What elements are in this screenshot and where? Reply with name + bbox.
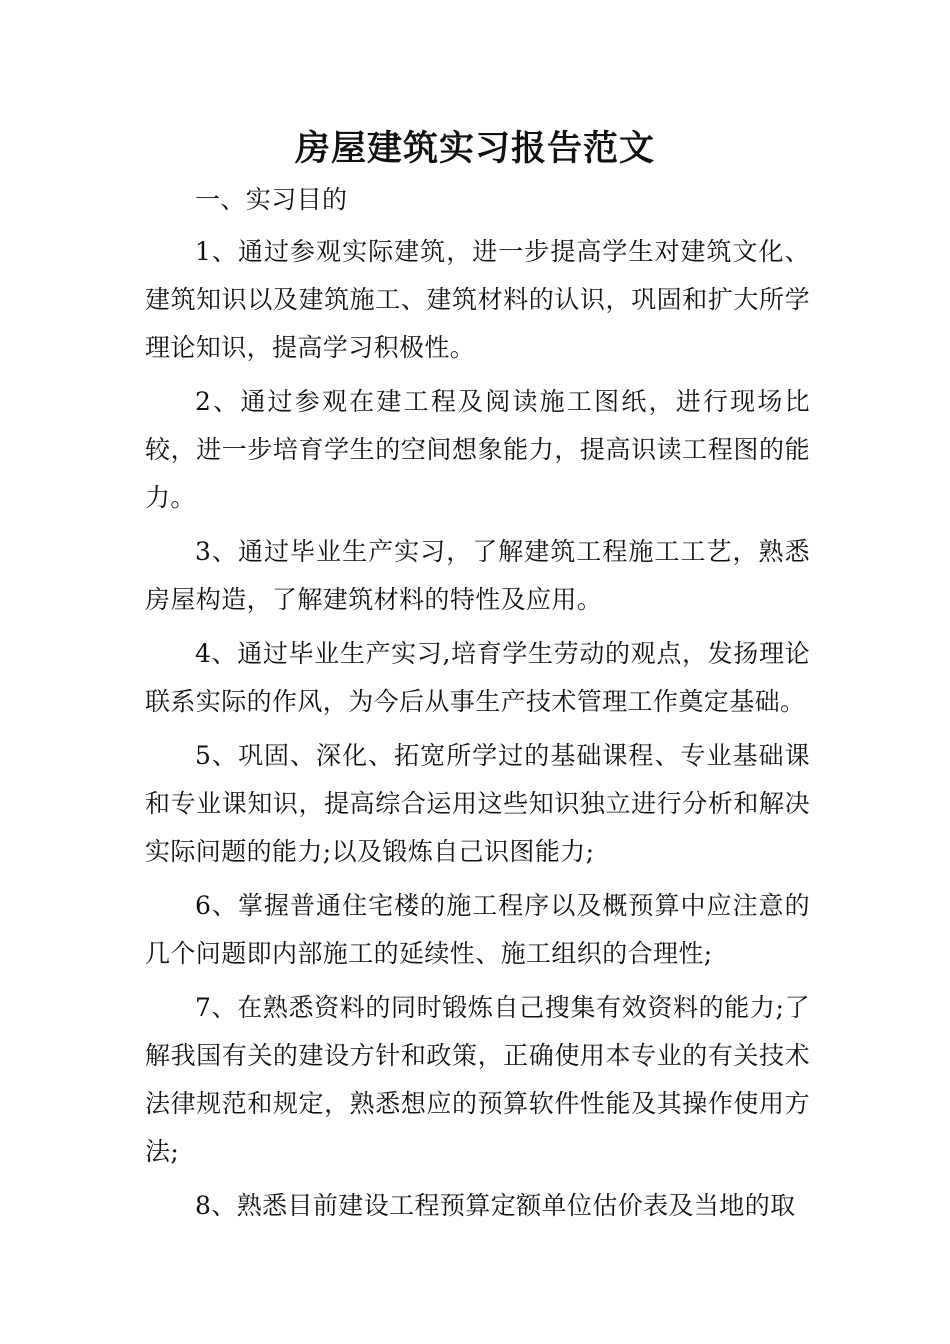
document-body — [145, 176, 810, 1230]
section-heading: 一、实习目的 — [195, 185, 348, 214]
document-title: 房屋建筑实习报告范文 — [294, 129, 655, 169]
paragraph-2: 2、通过参观在建工程及阅读施工图纸，进行现场比较，进一步培育学生的空间想象能力，提高识读工程图的能力。 — [145, 387, 810, 512]
paragraph-6: 6、掌握普通住宅楼的施工程序以及概预算中应注意的几个问题即内部施工的延续性、施工组织的合理性; — [145, 891, 810, 968]
paragraph-4: 4、通过毕业生产实习,培育学生劳动的观点，发扬理论联系实际的作风，为今后从事生产技术管理工作奠定基础。 — [145, 639, 810, 716]
paragraph-5: 5、巩固、深化、拓宽所学过的基础课程、专业基础课和专业课知识，提高综合运用这些知识独立进行分析和解决实际问题的能力;以及锻炼自己识图能力; — [145, 741, 810, 866]
paragraph-1: 1、通过参观实际建筑，进一步提高学生对建筑文化、建筑知识以及建筑施工、建筑材料的认识，巩固和扩大所学理论知识，提高学习积极性。 — [145, 237, 810, 362]
paragraph-7: 7、在熟悉资料的同时锻炼自己搜集有效资料的能力;了解我国有关的建设方针和政策，正确使用本专业的有关技术法律规范和规定，熟悉想应的预算软件性能及其操作使用方法; — [145, 993, 810, 1166]
paragraph-8: 8、熟悉目前建设工程预算定额单位估价表及当地的取 — [195, 1191, 796, 1220]
paragraph-3: 3、通过毕业生产实习，了解建筑工程施工工艺，熟悉房屋构造，了解建筑材料的特性及应用。 — [145, 537, 810, 614]
